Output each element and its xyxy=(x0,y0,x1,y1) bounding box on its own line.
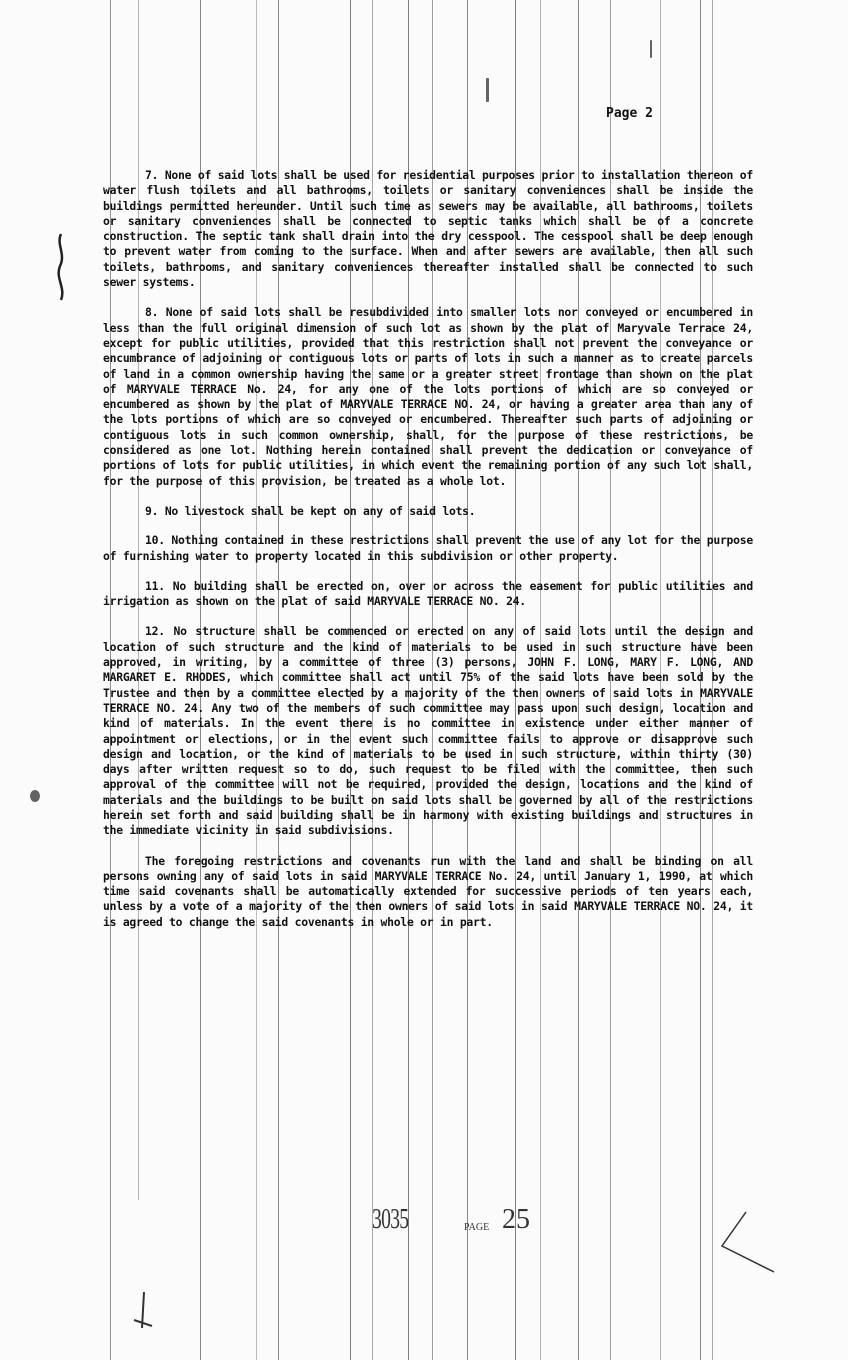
paragraph-12: 12. No structure shall be commenced or erected on any of said lots until the design and location of such structure and the kind of materials to be used in such structure have been approved, in writing, by a committee of three (3) persons, JOHN F. LONG, MARY F. LONG, AND MARGARET E. RHODES, which committee shall act until 75% of the said lots have been sold by the Trustee and then by a committee elected by a majority of the then owners of said lots in MARYVALE TERRACE NO. 24. Any two of the members of such committee may pass upon such design, location and kind of materials. In the event there is no committee in existence under either manner of appointment or elections, or in the event such committee fails to approve or disapprove such design and location, or the kind of materials to be used in such structure, within thirty (30) days after written request so to do, such request to be filed with the committee, then such approval of the committee will not be required, provided the design, locations and the kind of materials and the buildings to be built on said lots shall be governed by all of the restrictions herein set forth and said building shall be in harmony with existing buildings and structures in the immediate vicinity in said subdivisions. xyxy=(103,624,753,838)
paragraph-7: 7. None of said lots shall be used for residential purposes prior to installation thereon of water flush toilets and all bathrooms, toilets or sanitary conveniences shall be inside the buildings permitted hereunder. Until such time as sewers may be available, all bathrooms, toilets or sanitary conveniences shall be connected to septic tanks which shall be of a concrete construction. The septic tank shall drain into the dry cesspool. The cesspool shall be deep enough to prevent water from coming to the surface. When and after sewers are available, then all such toilets, bathrooms, and sanitary conveniences thereafter installed shall be connected to such sewer systems. xyxy=(103,168,753,290)
scan-speck xyxy=(650,40,652,58)
stamp-page-number: 25 xyxy=(502,1204,530,1235)
corner-pen-mark xyxy=(716,1210,776,1280)
page-number: Page 2 xyxy=(606,106,653,121)
margin-bracket-mark xyxy=(54,232,68,302)
closing-paragraph: The foregoing restrictions and covenants run with the land and shall be binding on all persons owning any of said lots in said MARYVALE TERRACE No. 24, until January 1, 1990, at which time said covenants shall be automatically extended for successive periods of ten years each, unless by a vote of a majority of the then owners of said lots in said MARYVALE TERRACE NO. 24, it is agreed to change the said covenants in whole or in part. xyxy=(103,853,753,929)
page-label: PAGE xyxy=(464,1222,490,1233)
paragraph-8: 8. None of said lots shall be resubdivided into smaller lots nor conveyed or encumbered in less than the full original dimension of such lot as shown by the plat of Maryvale Terrace 24, except for public utilities, provided that this restriction shall not prevent the conveyance or encumbrance of adjoining or contiguous lots or parts of lots in such a manner as to create parcels of land in a common ownership having the same or a greater street frontage than shown on the plat of MARYVALE TERRACE No. 24, for any one of the lots portions of which are so conveyed or encumbered as shown by the plat of MARYVALE TERRACE NO. 24, or having a greater area than any of the lots portions of which are so conveyed or encumbered. Thereafter such parts of adjoining or contiguous lots in such common ownership, shall, for the purpose of these restrictions, be considered as one lot. Nothing herein contained shall prevent the dedication or conveyance of portions of lots for public utilities, in which event the remaining portion of any such lot shall, for the purpose of this provision, be treated as a whole lot. xyxy=(103,305,753,488)
restrictions-body xyxy=(103,168,753,945)
recording-stamp xyxy=(372,1204,530,1236)
scan-speck xyxy=(30,790,40,802)
paragraph-11: 11. No building shall be erected on, over or across the easement for public utilities and irrigation as shown on the plat of said MARYVALE TERRACE NO. 24. xyxy=(103,578,753,609)
paragraph-9: 9. No livestock shall be kept on any of said lots. xyxy=(145,503,476,518)
scan-speck xyxy=(486,78,489,102)
bottom-scan-mark xyxy=(130,1290,170,1330)
paragraph-10: 10. Nothing contained in these restrictions shall prevent the use of any lot for the purpose of furnishing water to property located in this subdivision or other property. xyxy=(103,533,753,563)
book-number: 3035 xyxy=(372,1204,409,1235)
